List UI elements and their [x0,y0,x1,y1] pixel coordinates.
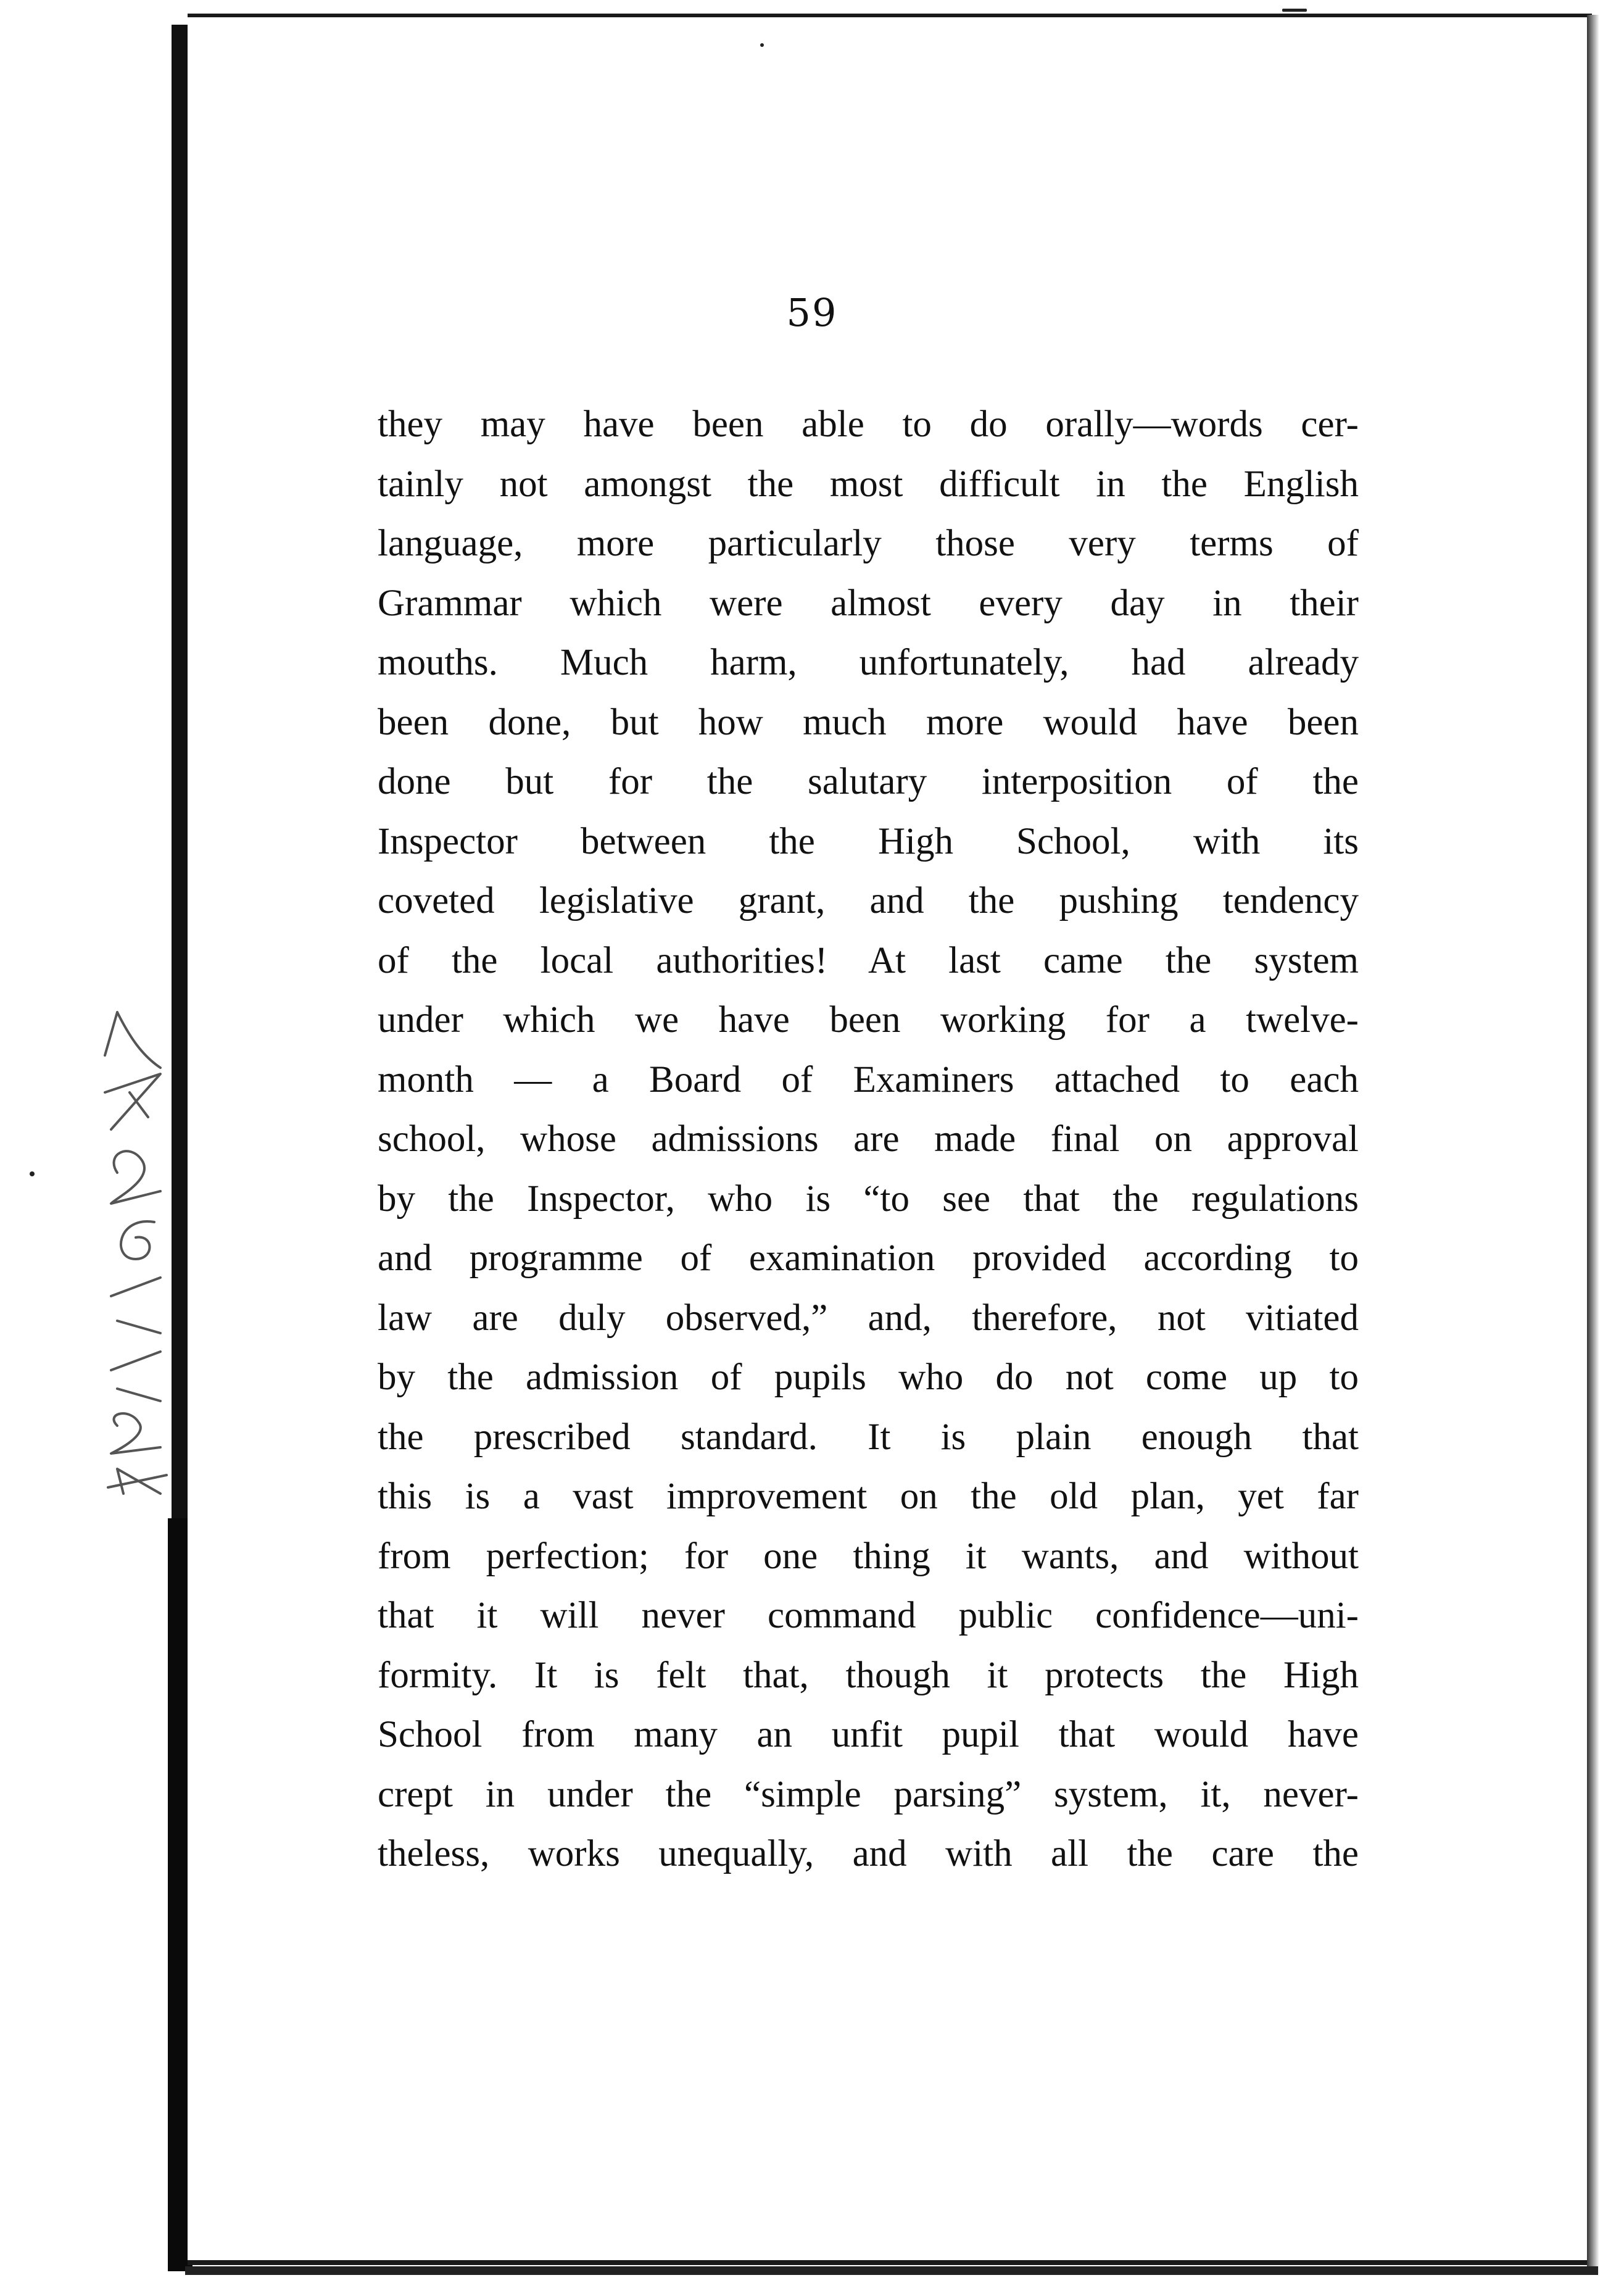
page-edge-shadow [1587,15,1599,2274]
ink-speck [1282,9,1307,12]
text-line: Grammar which were almost every day in their [378,582,1359,624]
text-line: Inspector between the High School, with its [378,820,1359,862]
text-line: and programme of examination provided according to [378,1237,1359,1279]
text-line: School from many an unfit pupil that would have [378,1714,1359,1755]
text-line: mouths. Much harm, unfortunately, had already [378,642,1359,683]
text-line: of the local authorities! At last came the system [378,939,1359,981]
text-line: coveted legislative grant, and the pushing tendency [378,880,1359,921]
text-line: crept in under the “simple parsing” system, it, never- [378,1773,1359,1815]
handwritten-marginalia [93,1000,179,1506]
text-line: by the admission of pupils who do not come up to [378,1357,1359,1398]
text-line: school, whose admissions are made final on approval [378,1118,1359,1160]
page-bottom-edge [185,2266,1598,2275]
ink-speck [30,1171,35,1176]
text-line: they may have been able to do orally—words cer- [378,404,1359,445]
text-line: law are duly observed,” and, therefore, not vitiated [378,1297,1359,1339]
text-line: tainly not amongst the most difficult in the English [378,463,1359,505]
text-line: done but for the salutary interposition of the [378,761,1359,802]
ink-speck [760,43,764,47]
text-line: by the Inspector, who is “to see that the regulations [378,1178,1359,1220]
text-line: formity. It is felt that, though it protects the High [378,1654,1359,1696]
text-line: theless, works unequally, and with all the care the [378,1833,1359,1874]
text-line: under which we have been working for a twelve- [378,999,1359,1041]
page-number: 59 [786,290,838,335]
text-line: that it will never command public confidence—uni- [378,1595,1359,1636]
body-text [378,395,1359,1884]
text-line: the prescribed standard. It is plain enough that [378,1416,1359,1458]
text-line: this is a vast improvement on the old plan, yet far [378,1476,1359,1517]
text-line: from perfection; for one thing it wants, and without [378,1535,1359,1577]
text-line: been done, but how much more would have been [378,701,1359,743]
text-line: month — a Board of Examiners attached to each [378,1058,1359,1100]
text-line: language, more particularly those very terms of [378,523,1359,564]
